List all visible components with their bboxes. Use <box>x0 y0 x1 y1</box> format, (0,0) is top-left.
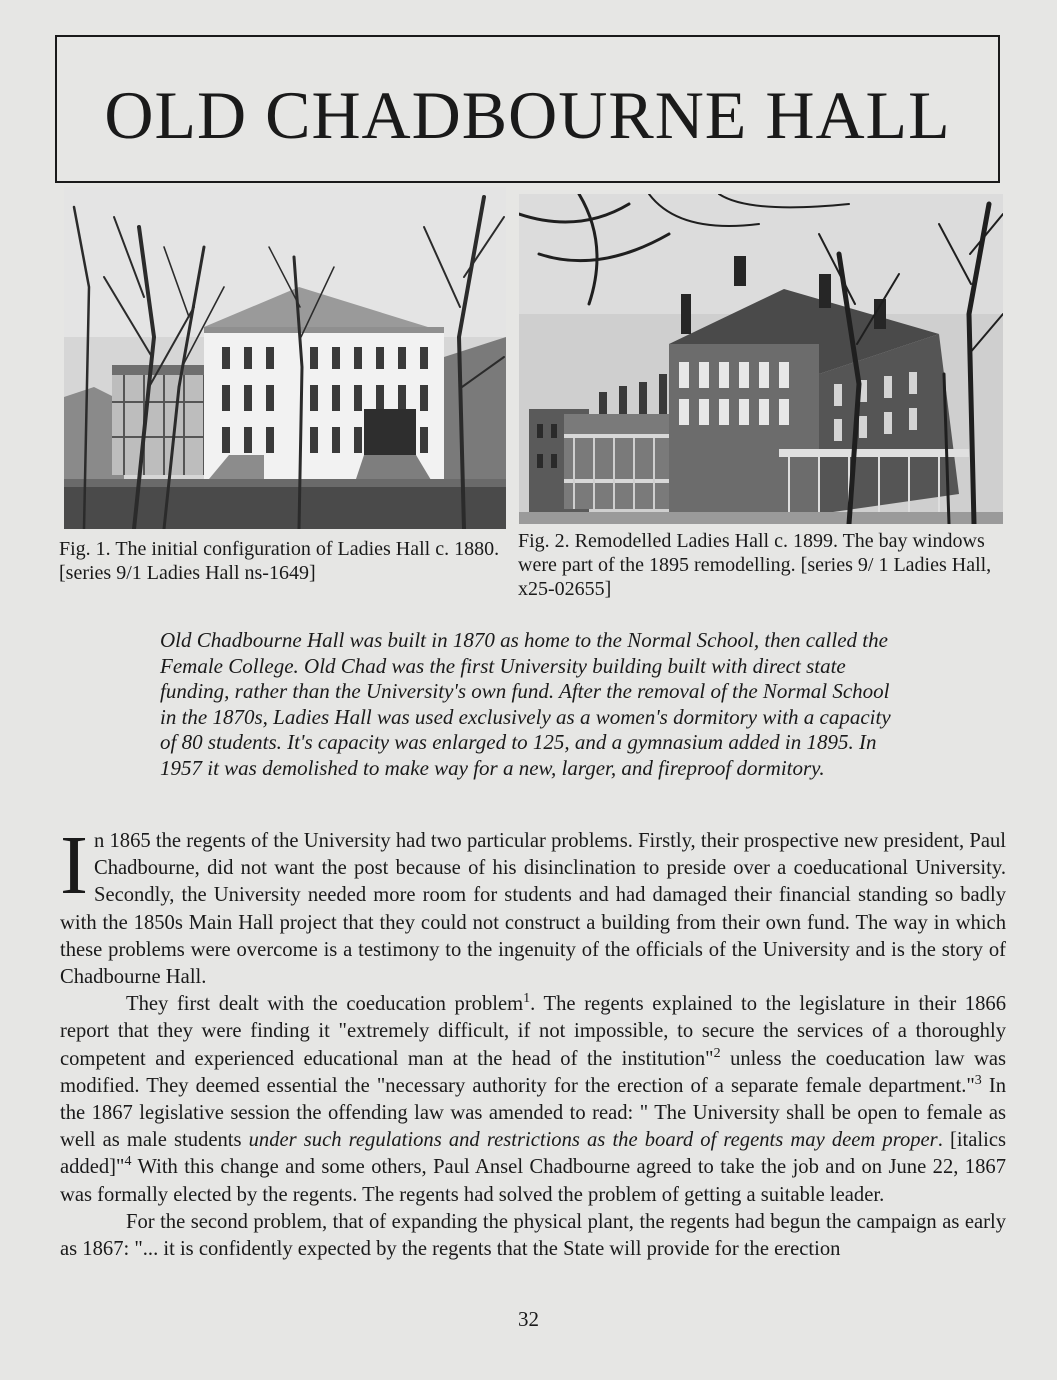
footnote-ref-4: 4 <box>124 1154 132 1170</box>
figure-1-image <box>64 187 506 529</box>
title-box <box>55 35 1000 183</box>
figure-1-photo <box>64 187 506 529</box>
paragraph-1-text: n 1865 the regents of the University had two particular problems. Firstly, their prospective new president, Paul Chadbourne, did not want the post because of his disinclination to preside over a coeducational University. Secondly, the University needed more room for students and had damaged their financial standing so badly with the 1850s Main Hall project that they could not construct a building from their own fund. The way in which these problems were overcome is a testimony to the ingenuity of the officials of the University and is the story of Chadbourne Hall. <box>60 830 1006 989</box>
intro-paragraph: Old Chadbourne Hall was built in 1870 as home to the Normal School, then called the Female College. Old Chad was the first University building built with direct state funding, rather than the University's own fund. After the removal of the Normal School in the 1870s, Ladies Hall was used exclusively as a women's dormitory with a capacity of 80 students. It's capacity was enlarged to 125, and a gymnasium added in 1895. In 1957 it was demolished to make way for a new, larger, and fireproof dormitory. <box>160 628 891 780</box>
paragraph-3: For the second problem, that of expanding the physical plant, the regents had begun the campaign as early as 1867: "... it is confidently expected by the regents that the State will provide for the erection <box>60 1210 1006 1261</box>
page-number: 32 <box>518 1307 539 1331</box>
drop-cap: I <box>60 819 88 912</box>
figure-2-image <box>519 194 1003 524</box>
paragraph-2 <box>60 991 1006 1209</box>
paragraph-2-part-d: In the 1867 legislative session the offending law was amended to read: " The University shall be open to female as well as male students <box>60 1074 1006 1152</box>
footnote-ref-1: 1 <box>523 991 531 1007</box>
paragraph-1 <box>60 819 1006 991</box>
page-title: OLD CHADBOURNE HALL <box>104 76 951 153</box>
paragraph-2-part-c: unless the coeducation law was modified. They deemed essential the "necessary authority for the erection of a separate female department." <box>60 1047 1006 1097</box>
figure-2-caption: Fig. 2. Remodelled Ladies Hall c. 1899. The bay windows were part of the 1895 remodelling. [series 9/ 1 Ladies Hall, x25-02655] <box>518 530 992 600</box>
paragraph-2-part-b: . The regents explained to the legislature in their 1866 report that they were finding it "extremely difficult, if not impossible, to secure the services of a thoroughly competent and experienced educational man at the head of the institution" <box>60 993 1006 1070</box>
footnote-ref-3: 3 <box>974 1072 982 1088</box>
footnote-ref-2: 2 <box>713 1045 721 1061</box>
figure-2-photo <box>519 194 1003 524</box>
paragraph-2-italic: under such regulations and restrictions as the board of regents may deem proper <box>248 1129 938 1152</box>
paragraph-2-part-a: They first dealt with the coeducation problem <box>126 993 524 1016</box>
body-text <box>60 819 1006 1263</box>
figure-1-caption: Fig. 1. The initial configuration of Ladies Hall c. 1880. [series 9/1 Ladies Hall ns-1649] <box>59 538 500 584</box>
paragraph-2-part-f: With this change and some others, Paul Ansel Chadbourne agreed to take the job and on June 22, 1867 was formally elected by the regents. The regents had solved the problem of getting a suitable leader. <box>60 1156 1006 1206</box>
paragraph-2-part-e: . [italics added]" <box>60 1129 1006 1179</box>
